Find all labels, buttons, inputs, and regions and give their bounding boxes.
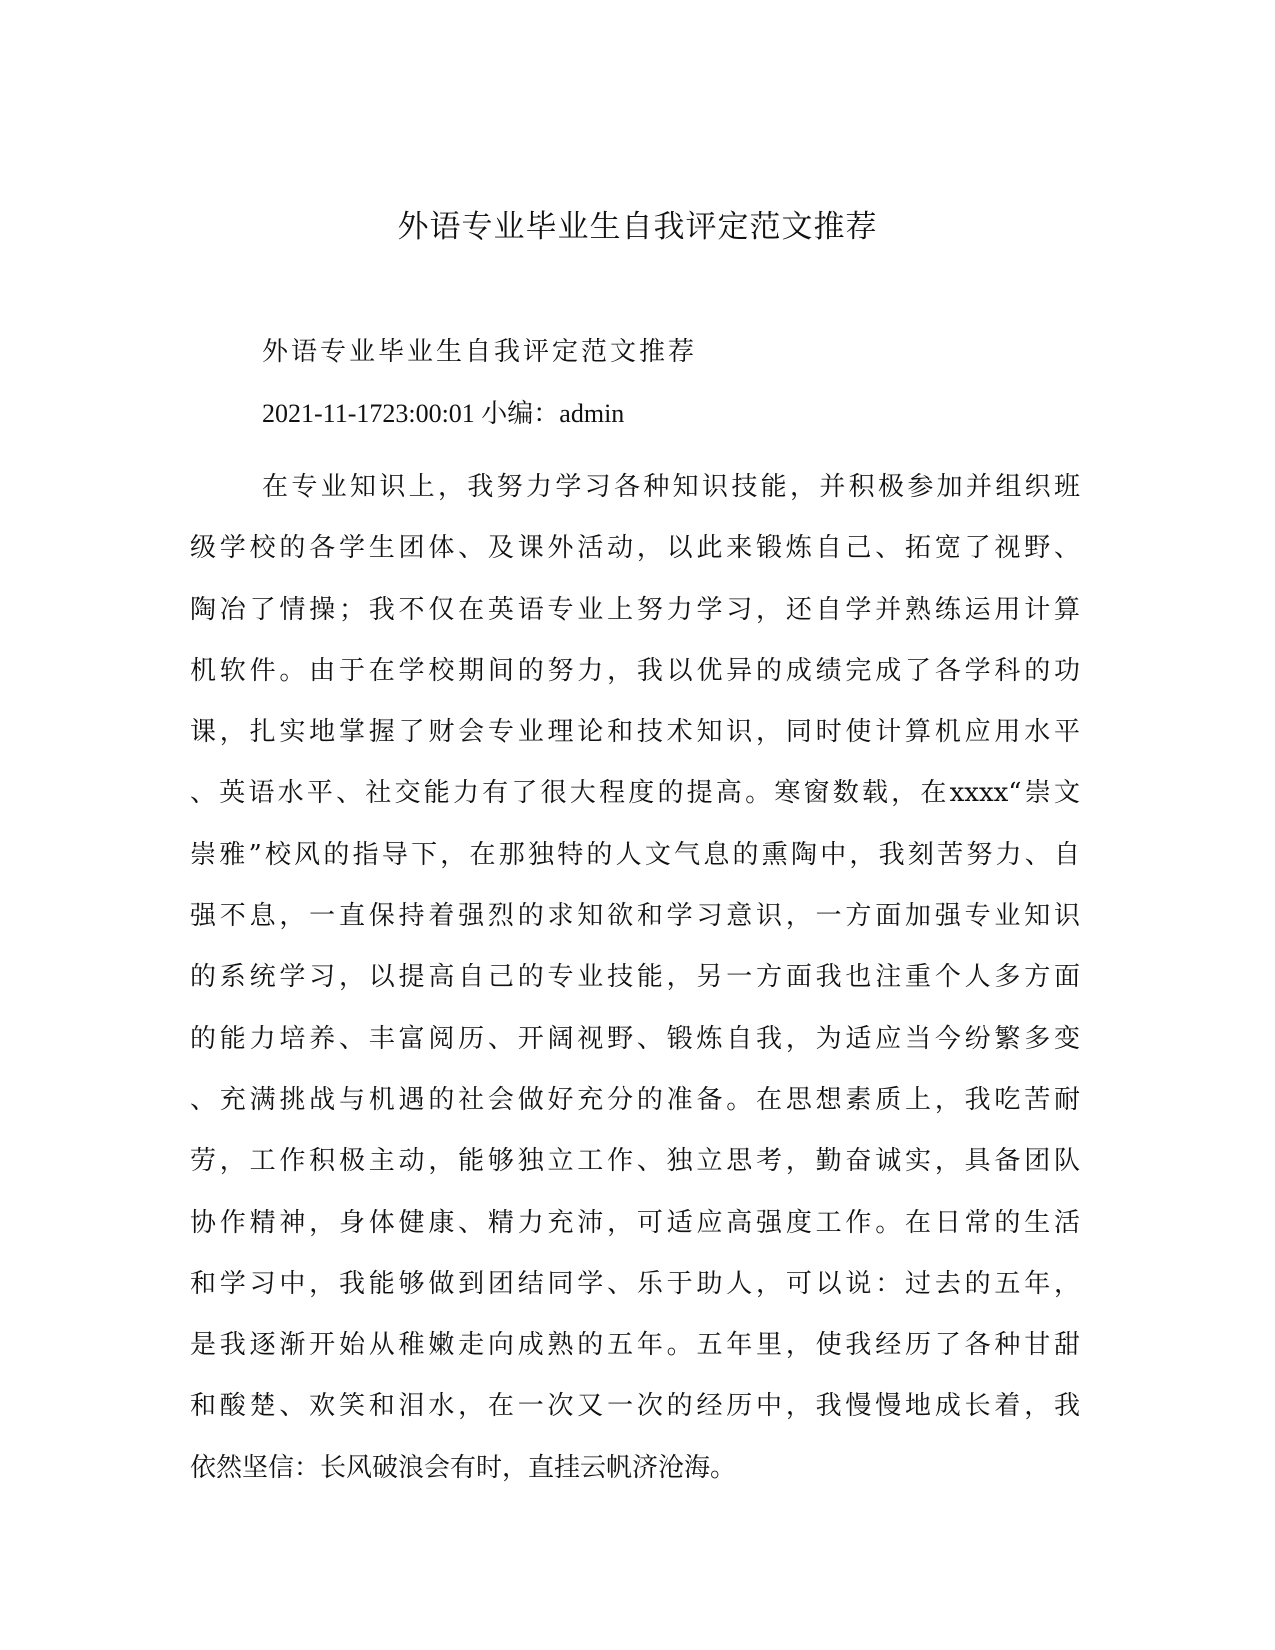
body-line: 和学习中，我能够做到团结同学、乐于助人，可以说：过去的五年， (190, 1268, 1080, 1299)
body-line: 是我逐渐开始从稚嫩走向成熟的五年。五年里，使我经历了各种甘甜 (190, 1330, 1080, 1361)
body-line: 陶冶了情操；我不仅在英语专业上努力学习，还自学并熟练运用计算 (190, 594, 1080, 625)
body-line: 强不息，一直保持着强烈的求知欲和学习意识，一方面加强专业知识 (190, 901, 1080, 932)
body-line: 协作精神，身体健康、精力充沛，可适应高强度工作。在日常的生活 (190, 1207, 1080, 1238)
body-line: 机软件。由于在学校期间的努力，我以优异的成绩完成了各学科的功 (190, 655, 1080, 686)
body-line: 在专业知识上，我努力学习各种知识技能，并积极参加并组织班 (262, 472, 1080, 502)
document-body (190, 457, 1080, 1499)
body-line: 级学校的各学生团体、及课外活动，以此来锻炼自己、拓宽了视野、 (190, 533, 1080, 564)
document-meta: 2021-11-1723:00:01 小编：admin (262, 399, 625, 428)
body-line: 劳，工作积极主动，能够独立工作、独立思考，勤奋诚实，具备团队 (190, 1146, 1080, 1177)
body-line: 、充满挑战与机遇的社会做好充分的准备。在思想素质上，我吃苦耐 (190, 1084, 1080, 1115)
body-line: 和酸楚、欢笑和泪水，在一次又一次的经历中，我慢慢地成长着，我 (190, 1391, 1080, 1422)
body-line: 的系统学习，以提高自己的专业技能，另一方面我也注重个人多方面 (190, 962, 1080, 993)
body-line: 的能力培养、丰富阅历、开阔视野、锻炼自我，为适应当今纷繁多变 (190, 1023, 1080, 1054)
body-line: 课，扎实地掌握了财会专业理论和技术知识，同时使计算机应用水平 (190, 717, 1080, 748)
body-line: 、英语水平、社交能力有了很大程度的提高。寒窗数载，在xxxx“崇文 (190, 778, 1080, 809)
body-line: 依然坚信：长风破浪会有时，直挂云帆济沧海。 (190, 1452, 737, 1483)
document-subtitle: 外语专业毕业生自我评定范文推荐 (262, 337, 698, 367)
body-line: 崇雅”校风的指导下，在那独特的人文气息的熏陶中，我刻苦努力、自 (190, 839, 1080, 870)
document-title: 外语专业毕业生自我评定范文推荐 (397, 209, 878, 245)
